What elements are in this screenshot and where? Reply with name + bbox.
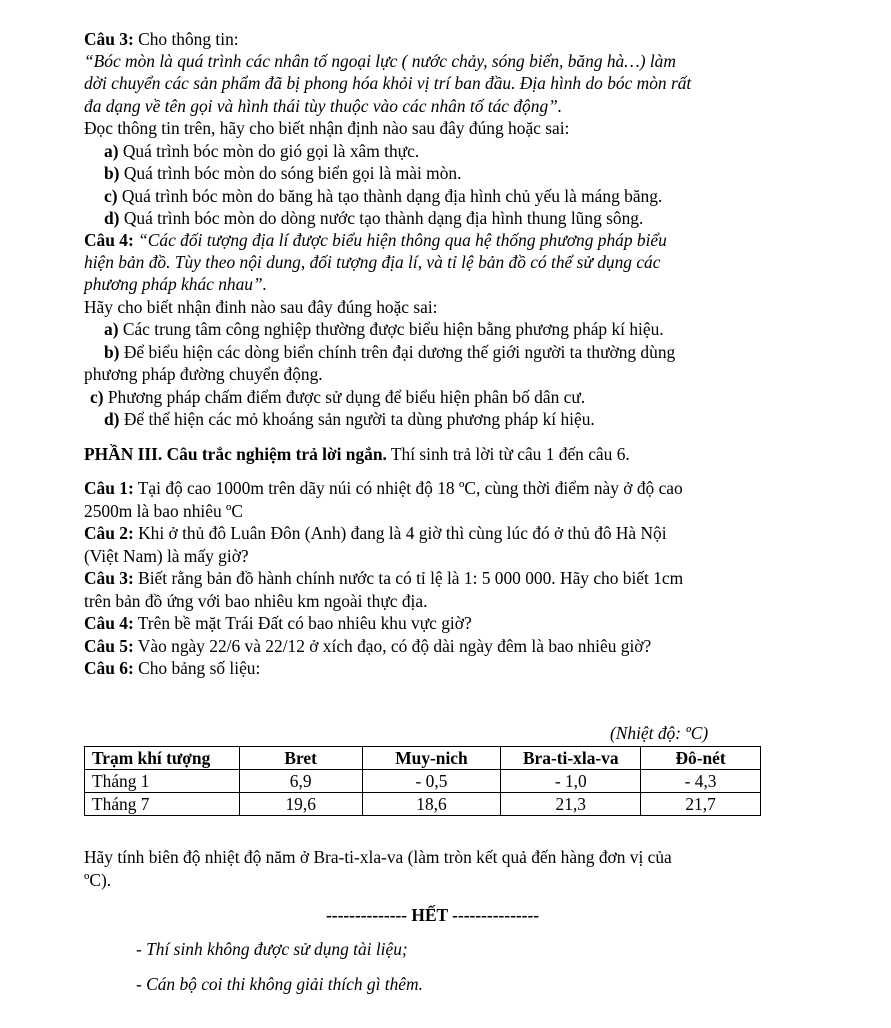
- end-mark: -------------- HẾT ---------------: [326, 905, 540, 925]
- question-prompt: Hãy cho biết nhận đinh nào sau đây đúng hoặc sai:: [84, 297, 438, 317]
- table-header: Bret: [239, 747, 362, 770]
- statement-item: [104, 140, 419, 162]
- question-prompt: Đọc thông tin trên, hãy cho biết nhận định nào sau đây đúng hoặc sai:: [84, 118, 570, 138]
- table-header: Bra-ti-xla-va: [501, 747, 641, 770]
- statement-label: c): [90, 387, 104, 407]
- statement-label: a): [104, 319, 119, 339]
- statement-text: Phương pháp chấm điểm được sử dụng để biểu hiện phân bố dân cư.: [103, 387, 586, 407]
- temperature-table: [84, 746, 761, 816]
- short-question: [84, 612, 472, 634]
- statement-item: [104, 408, 595, 430]
- statement-label: d): [104, 208, 120, 228]
- table-cell: Tháng 1: [85, 770, 240, 793]
- table-unit: (Nhiệt độ: ºC): [610, 723, 709, 743]
- table-header-row: [85, 747, 761, 770]
- quote-line: hiện bản đồ. Tùy theo nội dung, đối tượng địa lí, và tỉ lệ bản đồ có thể sử dụng các: [84, 252, 661, 272]
- question-continuation: 2500m là bao nhiêu ºC: [84, 501, 243, 521]
- statement-text: Để thể hiện các mỏ khoáng sản người ta dùng phương pháp kí hiệu.: [119, 409, 595, 429]
- question-text: Cho bảng số liệu:: [133, 658, 261, 678]
- quote-line: “Các đối tượng địa lí được biểu hiện thông qua hệ thống phương pháp biểu: [133, 230, 667, 250]
- quote-line: “Bóc mòn là quá trình các nhân tố ngoại lực ( nước chảy, sóng biển, băng hà…) làm: [84, 51, 676, 71]
- question-label: Câu 6:: [84, 658, 134, 678]
- statement-label: b): [104, 342, 120, 362]
- statement-continuation: phương pháp đường chuyển động.: [84, 364, 323, 384]
- statement-label: c): [104, 186, 118, 206]
- statement-text: Quá trình bóc mòn do băng hà tạo thành dạng địa hình chủ yếu là máng băng.: [117, 186, 663, 206]
- quote-line: phương pháp khác nhau”.: [84, 274, 268, 294]
- section-title: PHẦN III. Câu trắc nghiệm trả lời ngắn.: [84, 444, 387, 464]
- statement-item: [104, 318, 664, 340]
- question-title: Cho thông tin:: [133, 29, 239, 49]
- question-continuation: trên bản đồ ứng với bao nhiêu km ngoài thực địa.: [84, 591, 428, 611]
- statement-item: [104, 162, 461, 184]
- question-3-heading: [84, 28, 239, 50]
- statement-item: [104, 207, 643, 229]
- exam-note: - Thí sinh không được sử dụng tài liệu;: [136, 939, 408, 959]
- statement-item: [90, 386, 585, 408]
- statement-label: d): [104, 409, 120, 429]
- short-question: [84, 477, 683, 499]
- table-question: Hãy tính biên độ nhiệt độ năm ở Bra-ti-xla-va (làm tròn kết quả đến hàng đơn vị của: [84, 847, 672, 867]
- statement-text: Quá trình bóc mòn do gió gọi là xâm thực.: [118, 141, 420, 161]
- section-instruction: Thí sinh trả lời từ câu 1 đến câu 6.: [386, 444, 630, 464]
- exam-note: - Cán bộ coi thi không giải thích gì thêm.: [136, 974, 423, 994]
- table-cell: - 1,0: [501, 770, 641, 793]
- quote-line: dời chuyển các sản phẩm đã bị phong hóa khỏi vị trí ban đầu. Địa hình do bóc mòn rất: [84, 73, 692, 93]
- question-label: Câu 2:: [84, 523, 134, 543]
- table-header: Trạm khí tượng: [85, 747, 240, 770]
- quote-line: đa dạng về tên gọi và hình thái tùy thuộc vào các nhân tố tác động”.: [84, 96, 563, 116]
- question-label: Câu 3:: [84, 568, 134, 588]
- table-cell: Tháng 7: [85, 793, 240, 816]
- statement-label: b): [104, 163, 120, 183]
- table-cell: 21,7: [641, 793, 761, 816]
- short-question: [84, 657, 260, 679]
- question-continuation: (Việt Nam) là mấy giờ?: [84, 546, 249, 566]
- statement-text: Quá trình bóc mòn do sóng biển gọi là mài mòn.: [119, 163, 462, 183]
- short-question: [84, 522, 667, 544]
- statement-item: [104, 185, 662, 207]
- table-header: Đô-nét: [641, 747, 761, 770]
- statement-item: [104, 341, 675, 363]
- table-row: [85, 770, 761, 793]
- question-label: Câu 4:: [84, 230, 134, 250]
- question-label: Câu 1:: [84, 478, 134, 498]
- table-cell: 21,3: [501, 793, 641, 816]
- statement-text: Các trung tâm công nghiệp thường được biểu hiện bằng phương pháp kí hiệu.: [118, 319, 664, 339]
- question-text: Trên bề mặt Trái Đất có bao nhiêu khu vực giờ?: [133, 613, 472, 633]
- question-4-heading: [84, 229, 667, 251]
- table-cell: 6,9: [239, 770, 362, 793]
- table-question-continuation: ºC).: [84, 870, 112, 890]
- section-heading: [84, 443, 630, 465]
- question-label: Câu 3:: [84, 29, 134, 49]
- table-cell: - 4,3: [641, 770, 761, 793]
- short-question: [84, 635, 651, 657]
- question-text: Vào ngày 22/6 và 22/12 ở xích đạo, có độ dài ngày đêm là bao nhiêu giờ?: [133, 636, 652, 656]
- table-row: [85, 793, 761, 816]
- statement-text: Để biểu hiện các dòng biển chính trên đại dương thế giới người ta thường dùng: [119, 342, 676, 362]
- question-text: Khi ở thủ đô Luân Đôn (Anh) đang là 4 giờ thì cùng lúc đó ở thủ đô Hà Nội: [133, 523, 667, 543]
- question-label: Câu 4:: [84, 613, 134, 633]
- question-text: Biết rằng bản đồ hành chính nước ta có tỉ lệ là 1: 5 000 000. Hãy cho biết 1cm: [133, 568, 684, 588]
- table-cell: 19,6: [239, 793, 362, 816]
- question-label: Câu 5:: [84, 636, 134, 656]
- table-header: Muy-nich: [362, 747, 501, 770]
- table-cell: 18,6: [362, 793, 501, 816]
- statement-label: a): [104, 141, 119, 161]
- table-cell: - 0,5: [362, 770, 501, 793]
- short-question: [84, 567, 683, 589]
- question-text: Tại độ cao 1000m trên dãy núi có nhiệt độ 18 ºC, cùng thời điểm này ở độ cao: [133, 478, 683, 498]
- statement-text: Quá trình bóc mòn do dòng nước tạo thành dạng địa hình thung lũng sông.: [119, 208, 644, 228]
